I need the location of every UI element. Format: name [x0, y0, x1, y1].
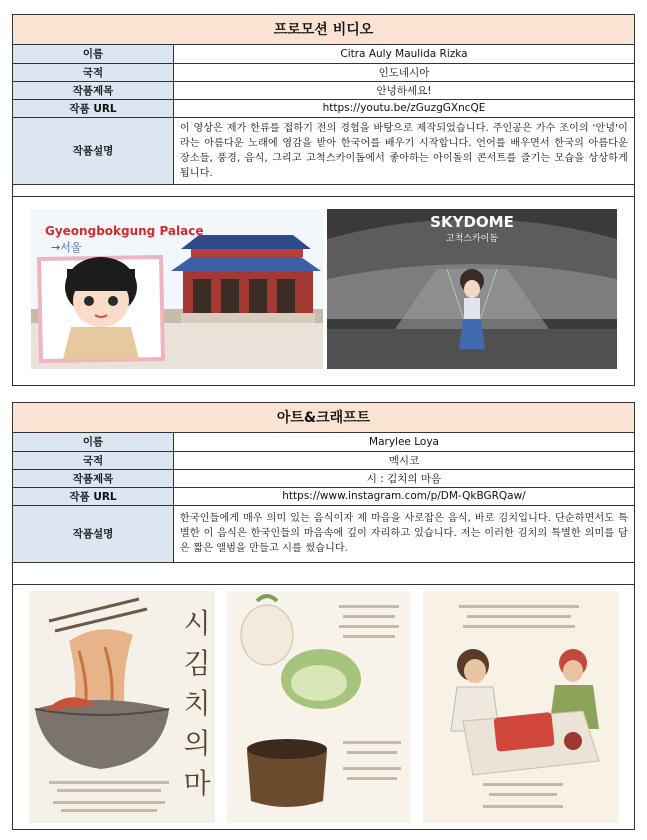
art-craft-card: [12, 402, 635, 830]
field-description: 이 영상은 제가 한류를 접하기 전의 경험을 바탕으로 제작되었습니다. 주인공은 가수 조이의 '안녕'이라는 아름다운 노래에 영감을 받아 한국어를 배우기 시작합니다. 언어를 배우면서 한국의 아름다운 장소들, 풍경, 음식, 그리고 고척스카이돔에서 좋아하는 아이돌의 콘서트를 즐기는 모습을 상상하게 됩니다.: [174, 117, 635, 184]
field-description: 한국인들에게 매우 의미 있는 음식이자 제 마음을 사로잡은 음식, 바로 김치입니다. 단순하면서도 특별한 이 음식은 한국인들의 마음속에 깊이 자리하고 있습니다. 저는 이러한 김치의 특별한 의미를 담은 짧은 앨범을 만들고 시를 썼습니다.: [174, 505, 635, 562]
skydome-illustration: [327, 209, 617, 369]
dome-sublabel: 고척스카이돔: [445, 234, 499, 244]
card-title: 아트&크래프트: [13, 403, 634, 433]
table-row: [13, 451, 634, 469]
info-table: [13, 433, 634, 563]
field-label: 작품제목: [13, 469, 174, 487]
poem-char: 치: [183, 687, 211, 720]
table-row: [13, 487, 634, 505]
poem-char: 의: [183, 727, 211, 760]
table-row: [13, 45, 634, 63]
palace-sublabel: →서울: [51, 241, 82, 254]
palace-label: Gyeongbokgung Palace: [45, 224, 204, 238]
info-table: [13, 45, 634, 185]
card-title: 프로모션 비디오: [13, 15, 634, 45]
field-value: Marylee Loya: [174, 433, 635, 451]
table-row: [13, 505, 634, 562]
kimchi-poem-page-1: [29, 591, 215, 823]
field-value: 멕시코: [174, 451, 635, 469]
field-label: 작품설명: [13, 117, 174, 184]
promo-video-card: [12, 14, 635, 386]
field-value: 시 : 김치의 마음: [174, 469, 635, 487]
field-label: 작품 URL: [13, 487, 174, 505]
field-label: 국적: [13, 451, 174, 469]
field-value: Citra Auly Maulida Rizka: [174, 45, 635, 63]
field-label: 작품설명: [13, 505, 174, 562]
table-row: [13, 433, 634, 451]
palace-illustration: [31, 209, 323, 369]
table-row: [13, 63, 634, 81]
table-row: [13, 81, 634, 99]
table-row: [13, 99, 634, 117]
url-link[interactable]: https://www.instagram.com/p/DM-QkBGRQaw/: [174, 487, 635, 505]
dome-label: SKYDOME: [430, 213, 514, 231]
table-row: [13, 469, 634, 487]
poem-char: 김: [183, 647, 211, 680]
kimchi-poem-page-2: [227, 591, 411, 823]
field-value: 인도네시아: [174, 63, 635, 81]
field-label: 이름: [13, 433, 174, 451]
artwork-images: [13, 584, 634, 829]
kimchi-poem-page-3: [423, 591, 619, 823]
field-label: 국적: [13, 63, 174, 81]
url-link[interactable]: https://youtu.be/zGuzgGXncQE: [174, 99, 635, 117]
field-label: 작품제목: [13, 81, 174, 99]
table-row: [13, 117, 634, 184]
poem-char: 마: [183, 767, 211, 800]
poem-title-vertical: 시: [183, 607, 211, 640]
field-value: 안녕하세요!: [174, 81, 635, 99]
artwork-images: [13, 196, 634, 385]
field-label: 이름: [13, 45, 174, 63]
field-label: 작품 URL: [13, 99, 174, 117]
